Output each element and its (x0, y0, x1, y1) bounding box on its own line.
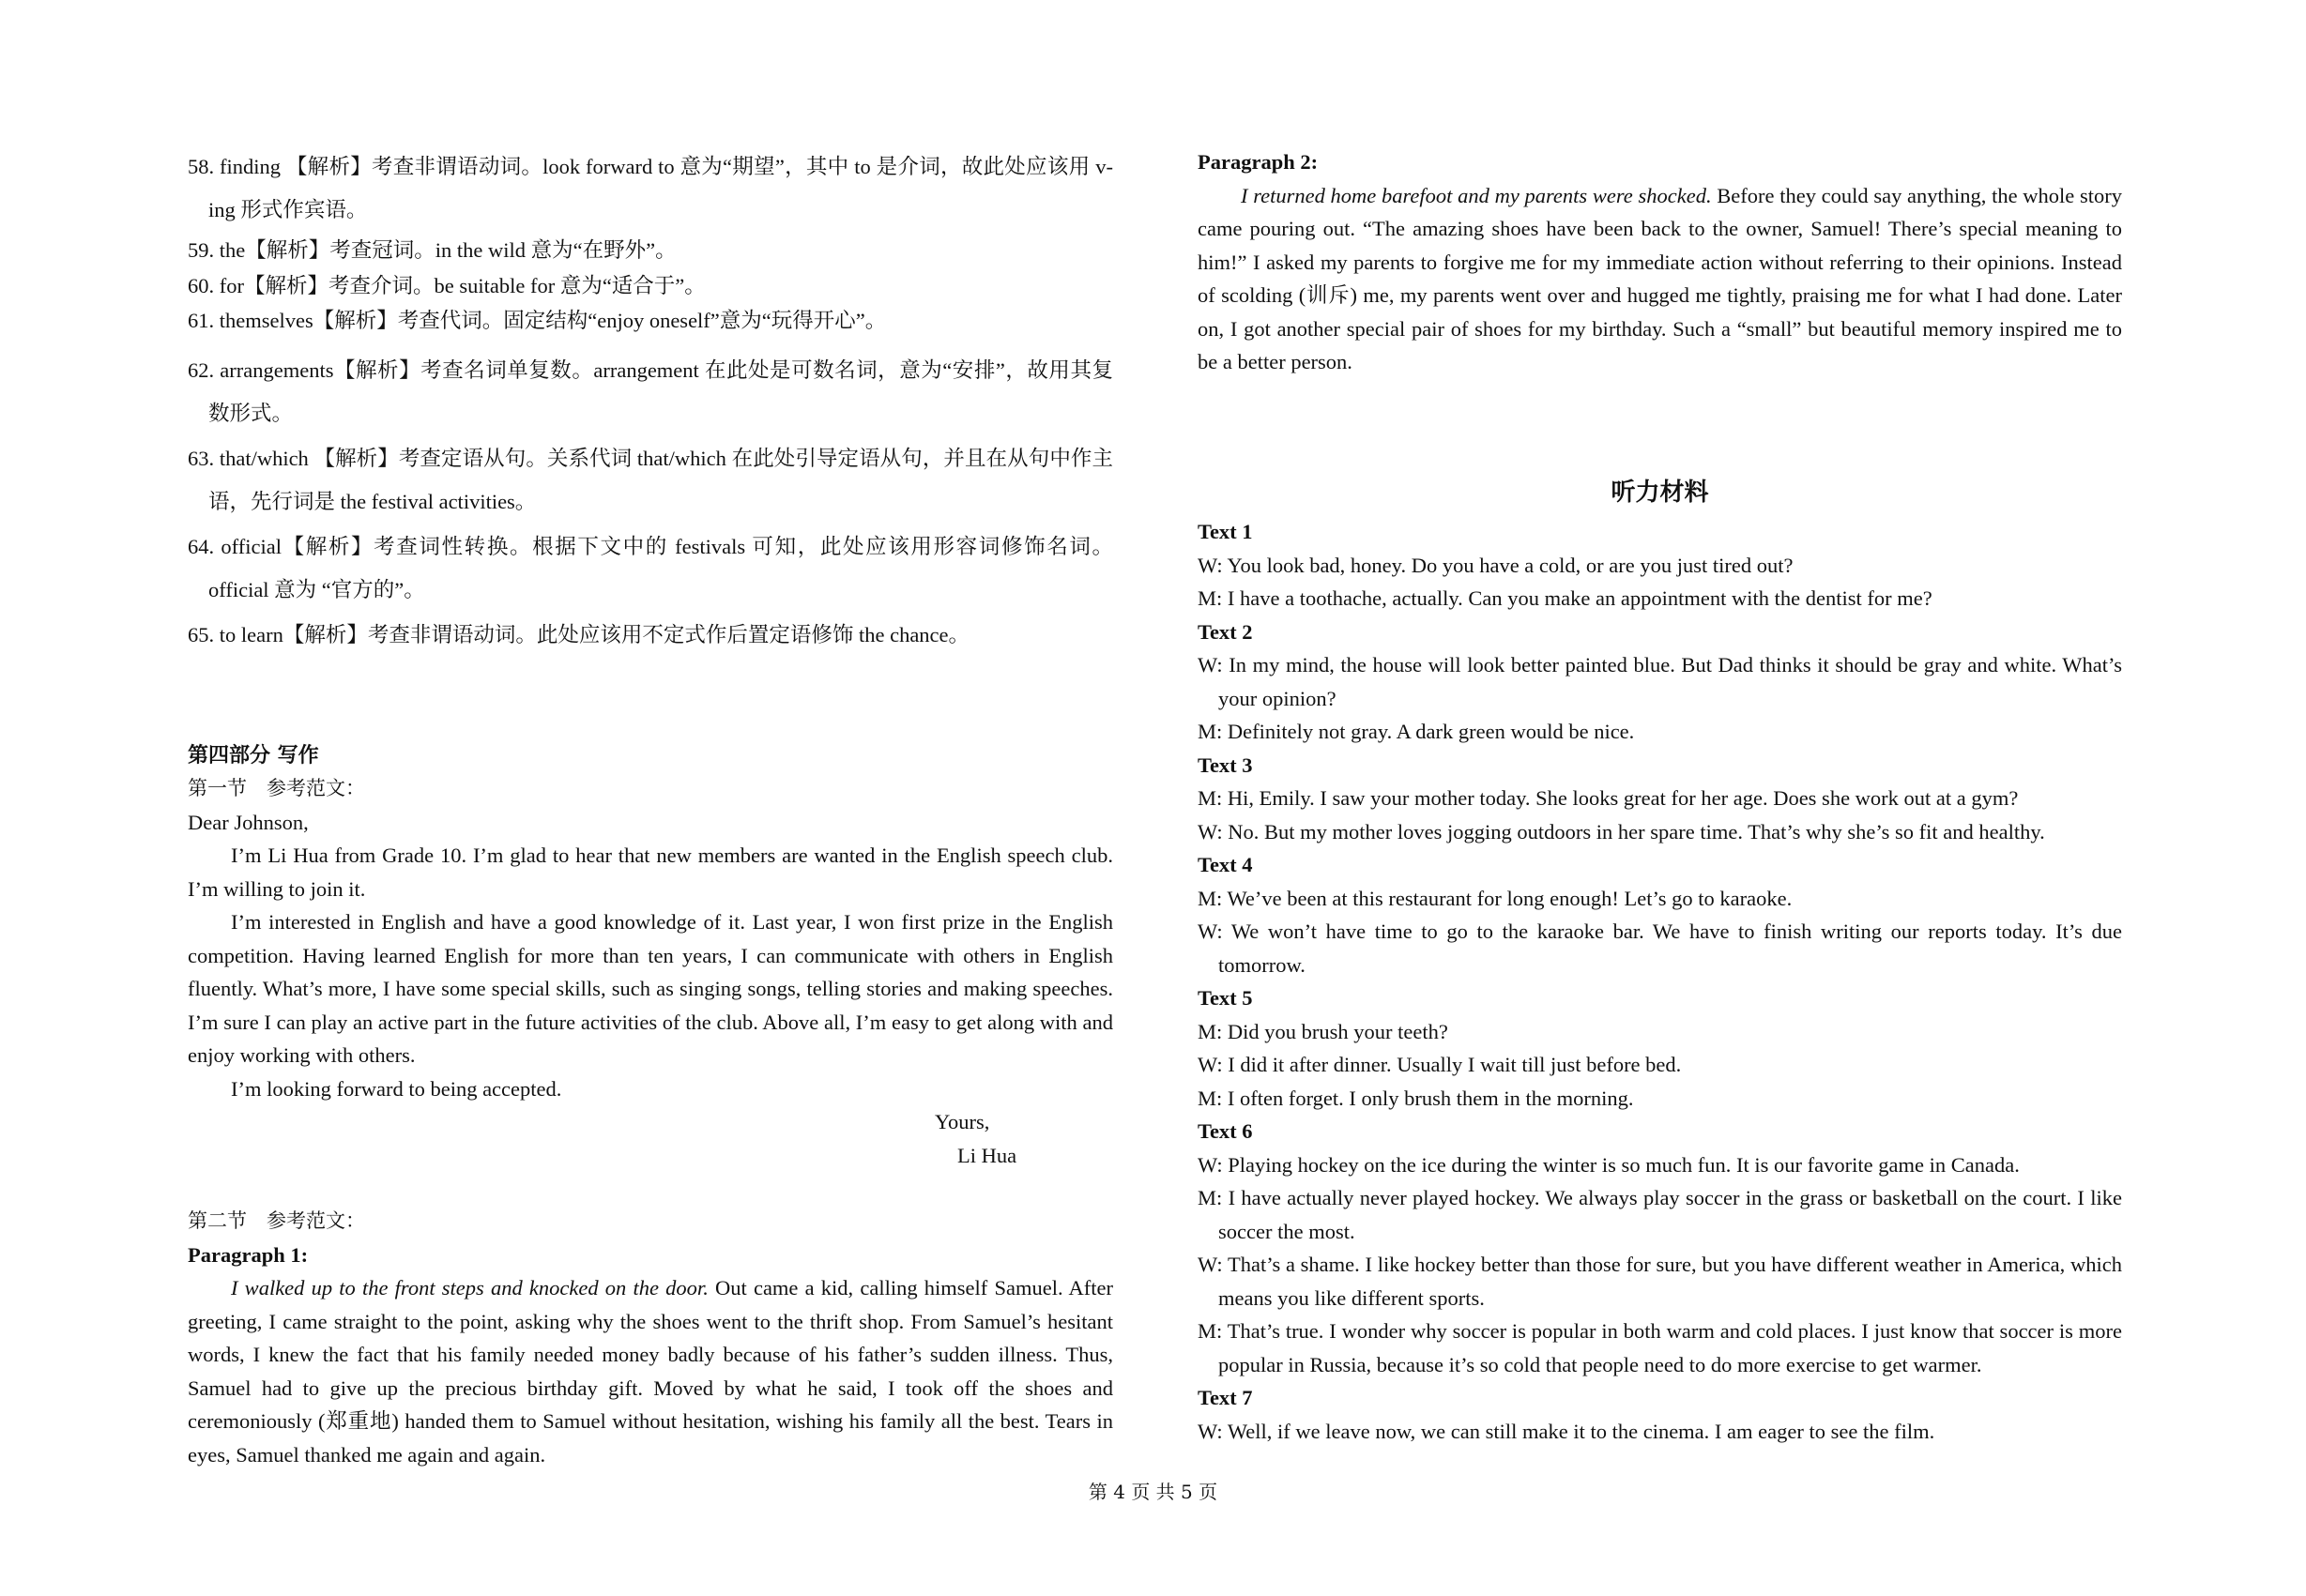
paragraph1-opening: I walked up to the front steps and knocked on the door. (231, 1276, 709, 1300)
right-column (1198, 145, 2122, 1448)
paragraph2-opening: I returned home barefoot and my parents were shocked. (1241, 183, 1712, 207)
paragraph1-heading: Paragraph 1: (188, 1242, 309, 1267)
dialogue-line: M: That’s true. I wonder why soccer is popular in both warm and cold places. I just know that soccer is more popular in Russia, because it’s so cold that people need to do more exercise to get warmer. (1198, 1319, 2122, 1376)
paragraph2-body (1198, 179, 2122, 379)
writing-section-title: 第四部分 写作 (188, 743, 319, 768)
dialogue-line: W: That’s a shame. I like hockey better than those for sure, but you have different weather in America, which means you like different sports. (1198, 1253, 2122, 1310)
dialogue-line: W: I did it after dinner. Usually I wait till just before bed. (1198, 1053, 1682, 1076)
text-label: Text 5 (1198, 986, 1253, 1010)
answer-60: 60. for【解析】考查介词。be suitable for 意为“适合于”。 (188, 273, 706, 297)
listening-text-4 (1198, 848, 2122, 981)
paragraph1-body (188, 1271, 1113, 1471)
listening-text-1 (1198, 515, 2122, 616)
paragraph1-text: Out came a kid, calling himself Samuel. After greeting, I came straight to the point, asking why the shoes went to the thrift shop. From Samuel’s hesitant words, I knew the fact that his family needed money badly because of his father’s sudden illness. Thus, Samuel had to give up the precious birthday gift. Moved by what he said, I took off the shoes and ceremoniously (郑重地) handed them to Samuel without hesitation, wishing his family all the best. Tears in eyes, Samuel thanked me again and again. (188, 1276, 1113, 1467)
dialogue-line: M: I have actually never played hockey. We always play soccer in the grass or basketball on the court. I like soccer the most. (1198, 1186, 2122, 1243)
text-label: Text 4 (1198, 853, 1253, 876)
dialogue-line: M: I have a toothache, actually. Can you make an appointment with the dentist for me? (1198, 586, 1932, 610)
letter-paragraph-3: I’m looking forward to being accepted. (231, 1076, 562, 1101)
listening-text-5 (1198, 981, 2122, 1115)
text-label: Text 1 (1198, 520, 1253, 543)
paragraph2-heading: Paragraph 2: (1198, 150, 1319, 174)
letter-salutation: Dear Johnson, (188, 810, 309, 834)
text-label: Text 6 (1198, 1119, 1253, 1143)
text-label: Text 3 (1198, 752, 1253, 777)
listening-text-2 (1198, 616, 2122, 749)
answer-58: 58. finding 【解析】考查非谓语动词。look forward to 意为“期望”，其中 to 是介词，故此处应该用 v-ing 形式作宾语。 (188, 155, 1113, 221)
answer-64: 64. official【解析】考查词性转换。根据下文中的 festivals 可知，此处应该用形容词修饰名词。official 意为 “官方的”。 (188, 534, 1113, 601)
answer-59: 59. the【解析】考查冠词。in the wild 意为“在野外”。 (188, 238, 677, 262)
answer-61: 61. themselves【解析】考查代词。固定结构“enjoy oneself”意为“玩得开心”。 (188, 309, 887, 332)
dialogue-line: W: Playing hockey on the ice during the winter is so much fun. It is our favorite game in Canada. (1198, 1152, 2020, 1177)
dialogue-line: M: Did you brush your teeth? (1198, 1019, 1448, 1043)
dialogue-line: M: Definitely not gray. A dark green would be nice. (1198, 720, 1635, 743)
dialogue-line: M: Hi, Emily. I saw your mother today. She looks great for her age. Does she work out at a gym? (1198, 786, 2019, 810)
writing-section1-label: 第一节 参考范文： (188, 777, 365, 799)
dialogue-line: W: No. But my mother loves jogging outdoors in her spare time. That’s why she’s so fit and healthy. (1198, 819, 2045, 844)
writing-section2-label: 第二节 参考范文： (188, 1209, 365, 1232)
answer-63: 63. that/which 【解析】考查定语从句。关系代词 that/which 在此处引导定语从句，并且在从句中作主语，先行词是 the festival activities。 (188, 446, 1113, 513)
letter-closing: Yours, (935, 1110, 990, 1133)
letter-paragraph-2: I’m interested in English and have a good knowledge of it. Last year, I won first prize in the English competition. Having learned English for more than ten years, I can communicate with others in English fluently. What’s more, I have some special skills, such as singing songs, telling stories and making speeches. I’m sure I can play an active part in the future activities of the club. Above all, I’m easy to get along with and enjoy working with others. (188, 910, 1113, 1067)
text-label: Text 2 (1198, 619, 1253, 644)
answer-62: 62. arrangements【解析】考查名词单复数。arrangement 在此处是可数名词，意为“安排”，故用其复数形式。 (188, 357, 1113, 425)
text-label: Text 7 (1198, 1386, 1253, 1409)
answer-list (188, 145, 1113, 657)
paragraph2-text: Before they could say anything, the whole story came pouring out. “The amazing shoes have been back to the owner, Samuel! There’s special meaning to him!” I asked my parents to forgive me for my immediate action without referring to their opinions. Instead of scolding (训斥) me, my parents went over and hugged me tightly, praising me for what I had done. Later on, I got another special pair of shoes for my birthday. Such a “small” but beautiful memory inspired me to be a better person. (1198, 183, 2122, 373)
answer-65: 65. to learn【解析】考查非谓语动词。此处应该用不定式作后置定语修饰 the chance。 (188, 622, 970, 646)
dialogue-line: M: I often forget. I only brush them in the morning. (1198, 1086, 1634, 1110)
dialogue-line: W: You look bad, honey. Do you have a cold, or are you just tired out? (1198, 553, 1794, 577)
dialogue-line: M: We’ve been at this restaurant for long enough! Let’s go to karaoke. (1198, 886, 1793, 910)
letter-signature: Li Hua (957, 1143, 1017, 1167)
dialogue-line: W: In my mind, the house will look better painted blue. But Dad thinks it should be gray and white. What’s your opinion? (1198, 653, 2122, 710)
dialogue-line: W: Well, if we leave now, we can still make it to the cinema. I am eager to see the film. (1198, 1419, 1935, 1443)
listening-text-7 (1198, 1381, 2122, 1448)
dialogue-line: W: We won’t have time to go to the karaoke bar. We have to finish writing our reports today. It’s due tomorrow. (1198, 920, 2122, 977)
left-column (188, 145, 1113, 1471)
letter-paragraph-1: I’m Li Hua from Grade 10. I’m glad to hear that new members are wanted in the English speech club. I’m willing to join it. (188, 844, 1113, 901)
page-footer: 第 4 页 共 5 页 (1088, 1481, 1218, 1503)
listening-title: 听力材料 (1611, 478, 1709, 507)
listening-text-6 (1198, 1115, 2122, 1381)
listening-text-3 (1198, 749, 2122, 849)
